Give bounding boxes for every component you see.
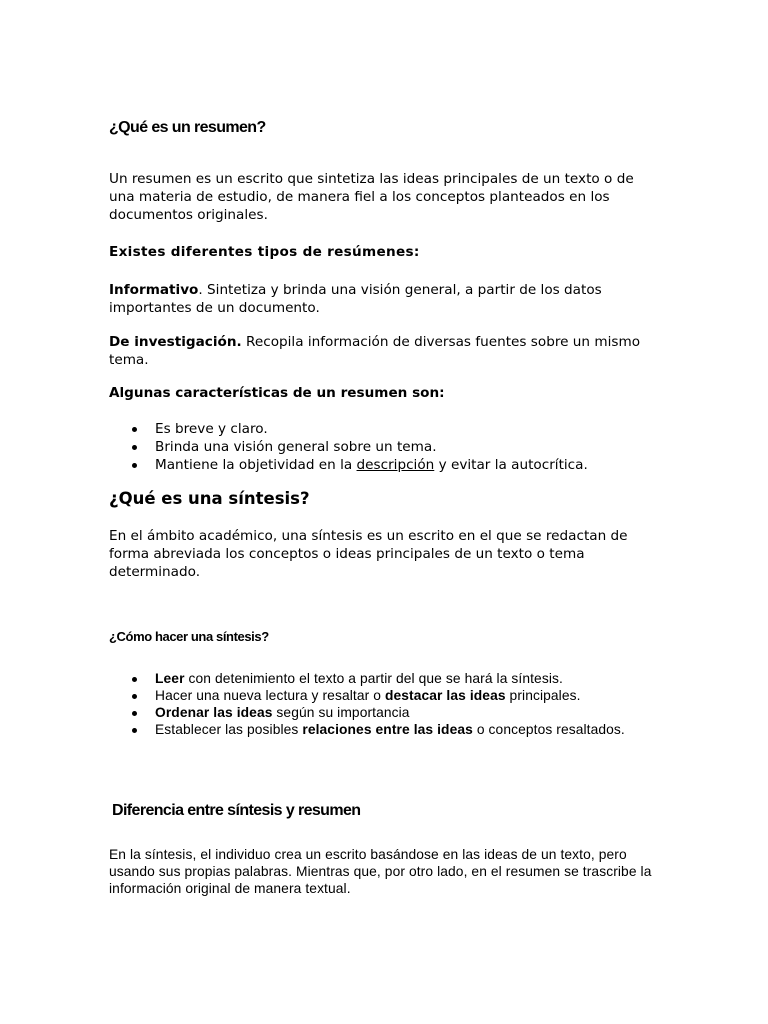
- resumen-intro-paragraph: Un resumen es un escrito que sintetiza las ideas principales de un texto o de una materia de estudio, de manera fiel a los conceptos planteados en los documentos originales.: [109, 171, 634, 223]
- list-item: Brinda una visión general sobre un tema.: [109, 438, 658, 456]
- list-item: Es breve y claro.: [109, 420, 658, 438]
- list-item: Leer con detenimiento el texto a partir del que se hará la síntesis.: [109, 670, 658, 687]
- list-item: Establecer las posibles relaciones entre las ideas o conceptos resaltados.: [109, 721, 658, 738]
- type-informativo-term: Informativo: [109, 282, 199, 298]
- type-investigacion-text: Recopila información de diversas fuentes sobre un mismo tema.: [109, 334, 641, 368]
- list-item: Mantiene la objetividad en la descripción y evitar la autocrítica.: [109, 456, 658, 474]
- list-item: Ordenar las ideas según su importancia: [109, 704, 658, 721]
- descripcion-link[interactable]: descripción: [356, 457, 435, 473]
- type-informativo-text: . Sintetiza y brinda una visión general, a partir de los datos importantes de un documento.: [109, 282, 602, 316]
- heading-que-es-resumen: ¿Qué es un resumen?: [109, 119, 266, 136]
- list-item: Hacer una nueva lectura y resaltar o destacar las ideas principales.: [109, 687, 658, 704]
- types-heading: Existes diferentes tipos de resúmenes:: [109, 244, 420, 260]
- features-heading: Algunas características de un resumen son:: [109, 385, 445, 401]
- heading-que-es-sintesis: ¿Qué es una síntesis?: [109, 489, 310, 508]
- features-list: [109, 420, 658, 474]
- diferencia-paragraph: En la síntesis, el individuo crea un escrito basándose en las ideas de un texto, pero usando sus propias palabras. Mientras que, por otro lado, en el resumen se trascribe la información original de manera textual.: [109, 847, 652, 896]
- heading-diferencia: Diferencia entre síntesis y resumen: [112, 802, 361, 819]
- type-informativo-paragraph: [109, 281, 658, 317]
- type-investigacion-term: De investigación.: [109, 334, 242, 350]
- sintesis-intro-paragraph: En el ámbito académico, una síntesis es un escrito en el que se redactan de forma abreviada los conceptos o ideas principales de un texto o tema determinado.: [109, 528, 628, 580]
- type-investigacion-paragraph: [109, 333, 658, 369]
- steps-list: [109, 670, 658, 738]
- heading-como-hacer-sintesis: ¿Cómo hacer una síntesis?: [109, 629, 269, 644]
